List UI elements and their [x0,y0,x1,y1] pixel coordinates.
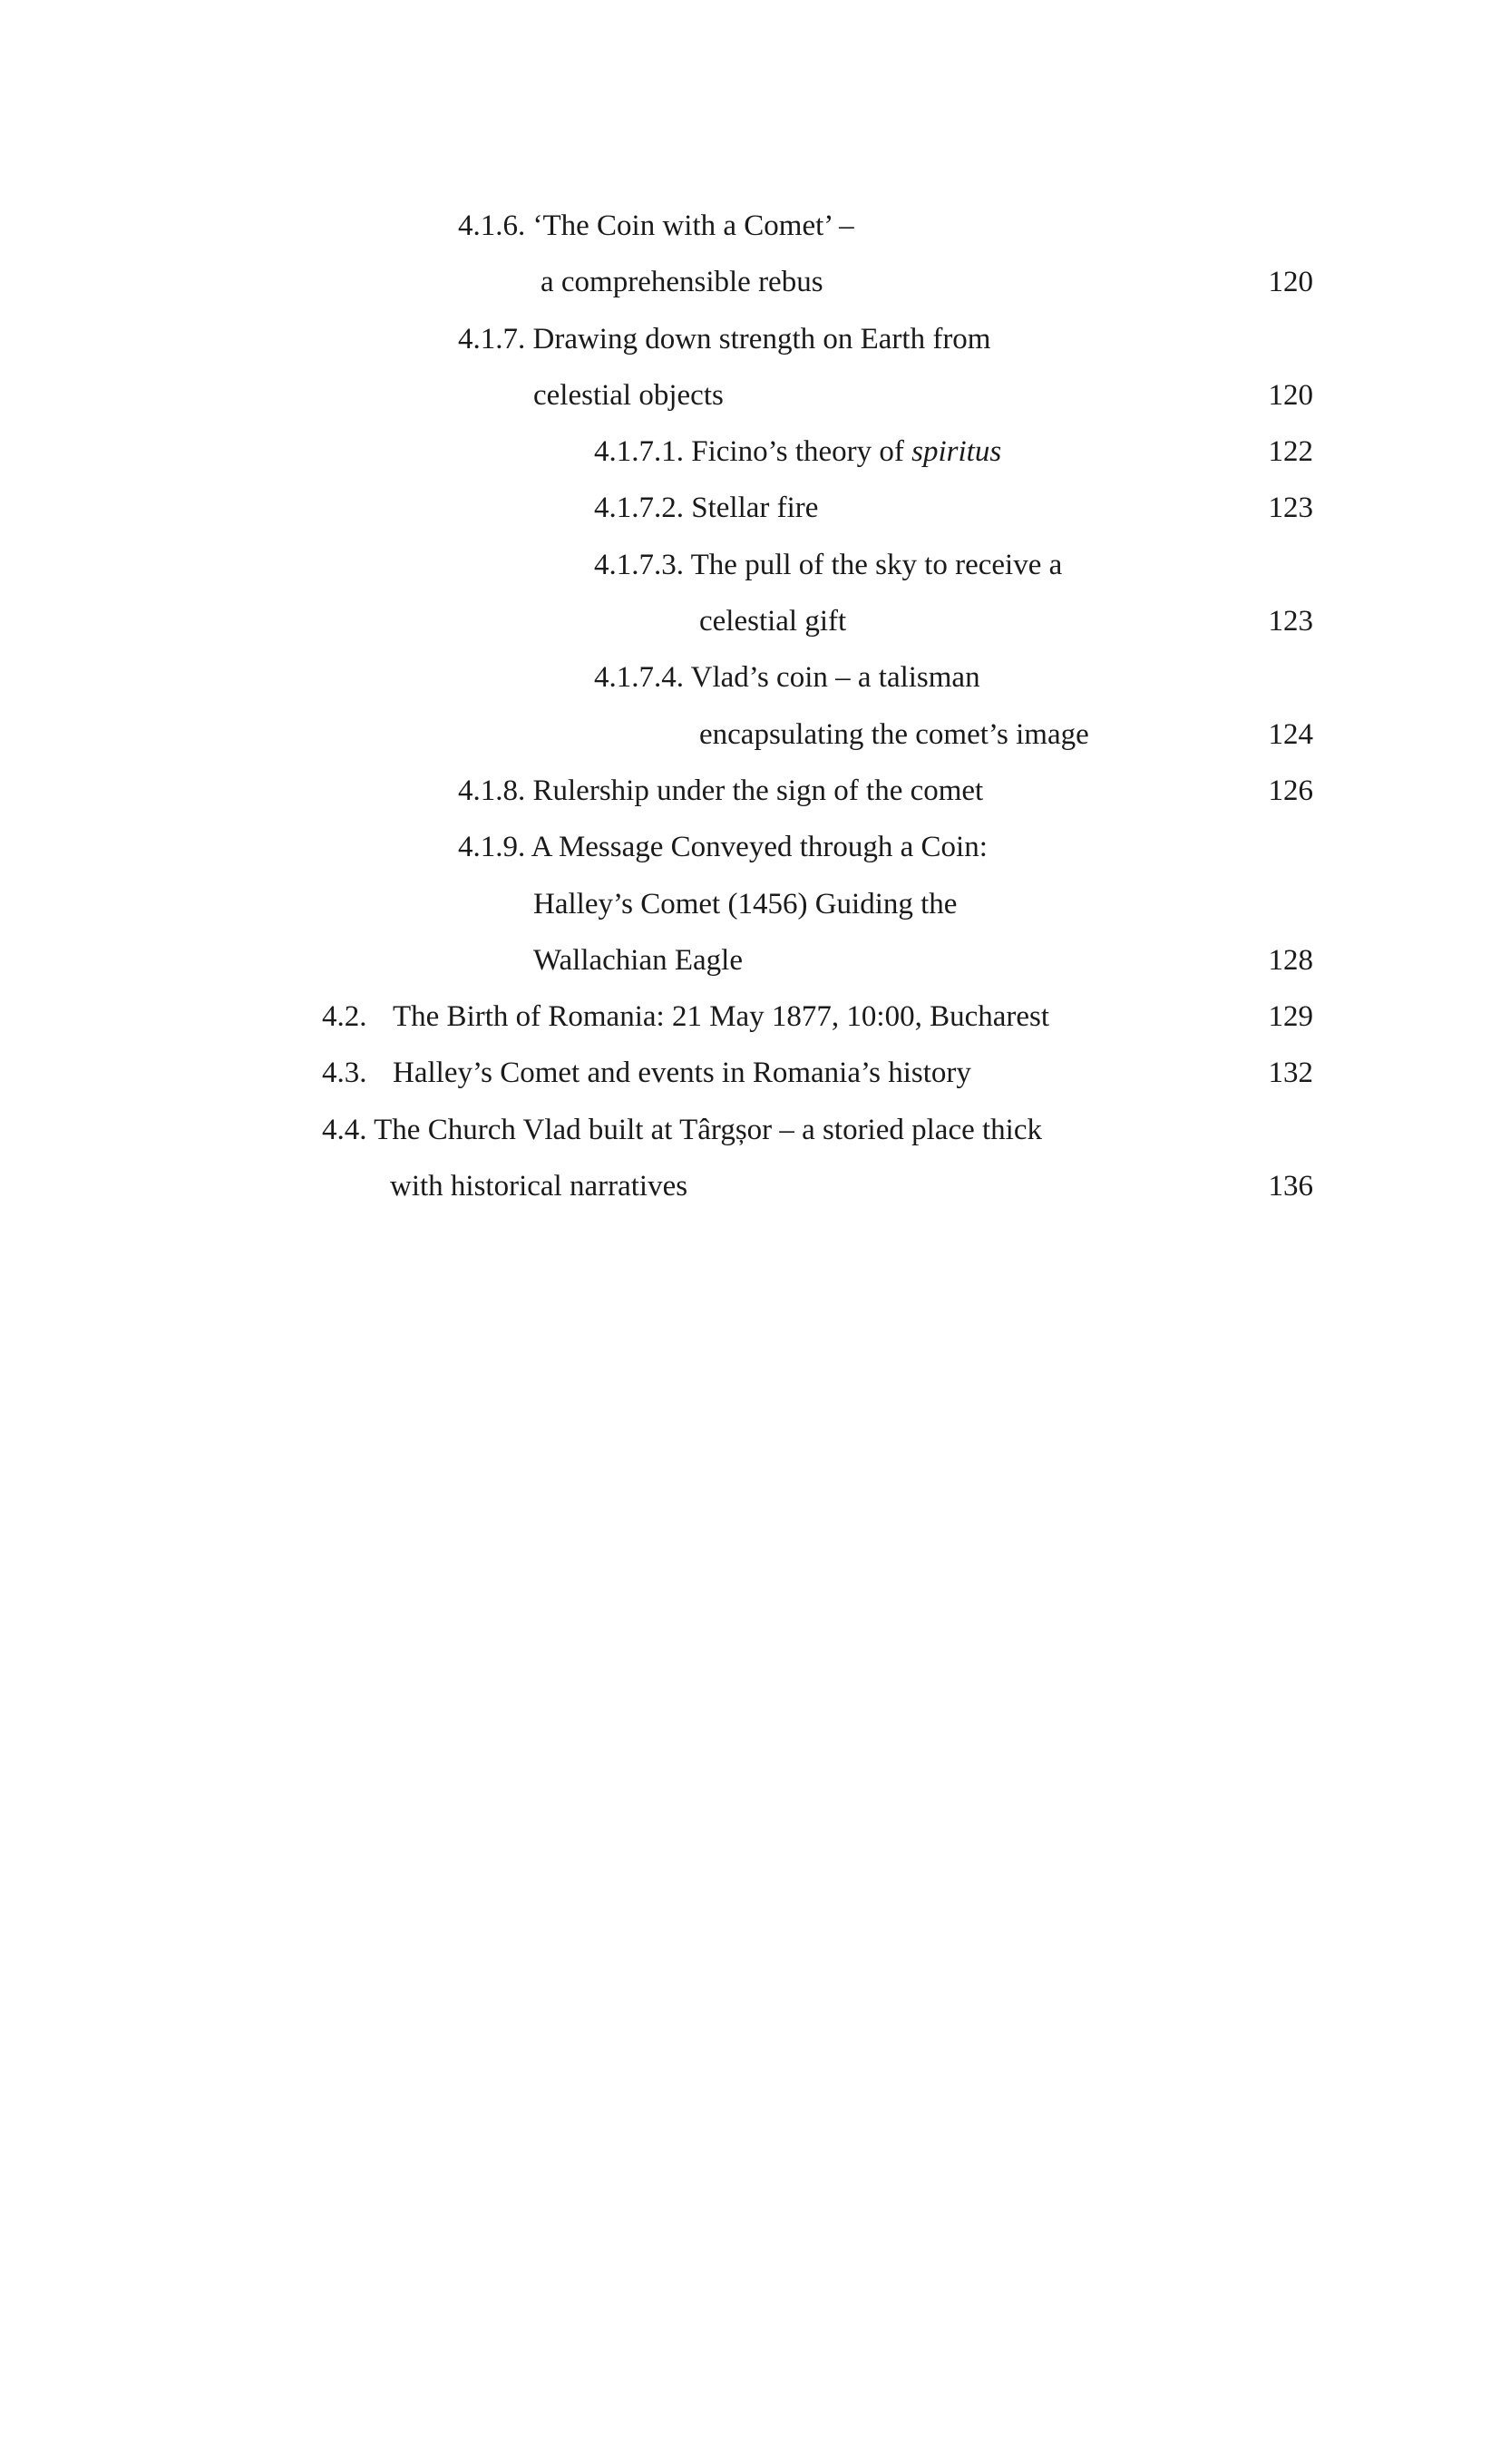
toc-page-number: 120 [1268,266,1313,298]
toc-page-number: 124 [1268,718,1313,751]
toc-page-number: 132 [1268,1057,1313,1089]
toc-entry-4-1-7-4-line2: encapsulating the comet’s image [699,718,1089,751]
toc-entry-4-4-line2: with historical narratives [390,1170,688,1203]
toc-entry-4-1-7-1-italic: spiritus [911,435,1002,468]
toc-entry-4-1-7-1 [594,433,1001,470]
toc-entry-4-1-7-4-line1: 4.1.7.4. Vlad’s coin – a talisman [594,661,980,694]
toc-entry-4-3-title: Halley’s Comet and events in Romania’s history [393,1057,971,1089]
toc-page-number: 122 [1268,435,1313,468]
toc-entry-4-2-title: The Birth of Romania: 21 May 1877, 10:00, Bucharest [393,1000,1050,1033]
toc-page-number: 120 [1268,379,1313,412]
toc-entry-4-4-line1: 4.4. The Church Vlad built at Târgșor – a storied place thick [322,1114,1042,1146]
toc-page-number: 123 [1268,605,1313,638]
toc-entry-4-1-7-3-line2: celestial gift [699,605,847,638]
toc-entry-4-1-9-line3: Wallachian Eagle [533,944,743,977]
toc-entry-4-1-8: 4.1.8. Rulership under the sign of the comet [458,774,984,807]
toc-entry-4-2-number: 4.2. [322,1000,367,1033]
toc-entry-4-1-6-line2: a comprehensible rebus [541,266,823,298]
toc-entry-4-1-7-line1: 4.1.7. Drawing down strength on Earth from [458,323,991,355]
toc-entry-4-1-7-line2: celestial objects [533,379,724,412]
toc-page-number: 129 [1268,1000,1313,1033]
toc-entry-4-1-7-3-line1: 4.1.7.3. The pull of the sky to receive a [594,549,1063,581]
toc-entry-4-1-9-line2: Halley’s Comet (1456) Guiding the [533,888,958,920]
toc-page-number: 136 [1268,1170,1313,1203]
toc-entry-4-3-number: 4.3. [322,1057,367,1089]
toc-page-number: 126 [1268,774,1313,807]
toc-page-number: 123 [1268,492,1313,524]
toc-entry-4-1-6-line1: 4.1.6. ‘The Coin with a Comet’ – [458,209,854,242]
toc-entry-4-1-7-2: 4.1.7.2. Stellar fire [594,492,819,524]
toc-entry-4-1-9-line1: 4.1.9. A Message Conveyed through a Coin: [458,831,988,863]
toc-entry-4-1-7-1-text: 4.1.7.1. Ficino’s theory of [594,435,912,468]
toc-page-number: 128 [1268,944,1313,977]
